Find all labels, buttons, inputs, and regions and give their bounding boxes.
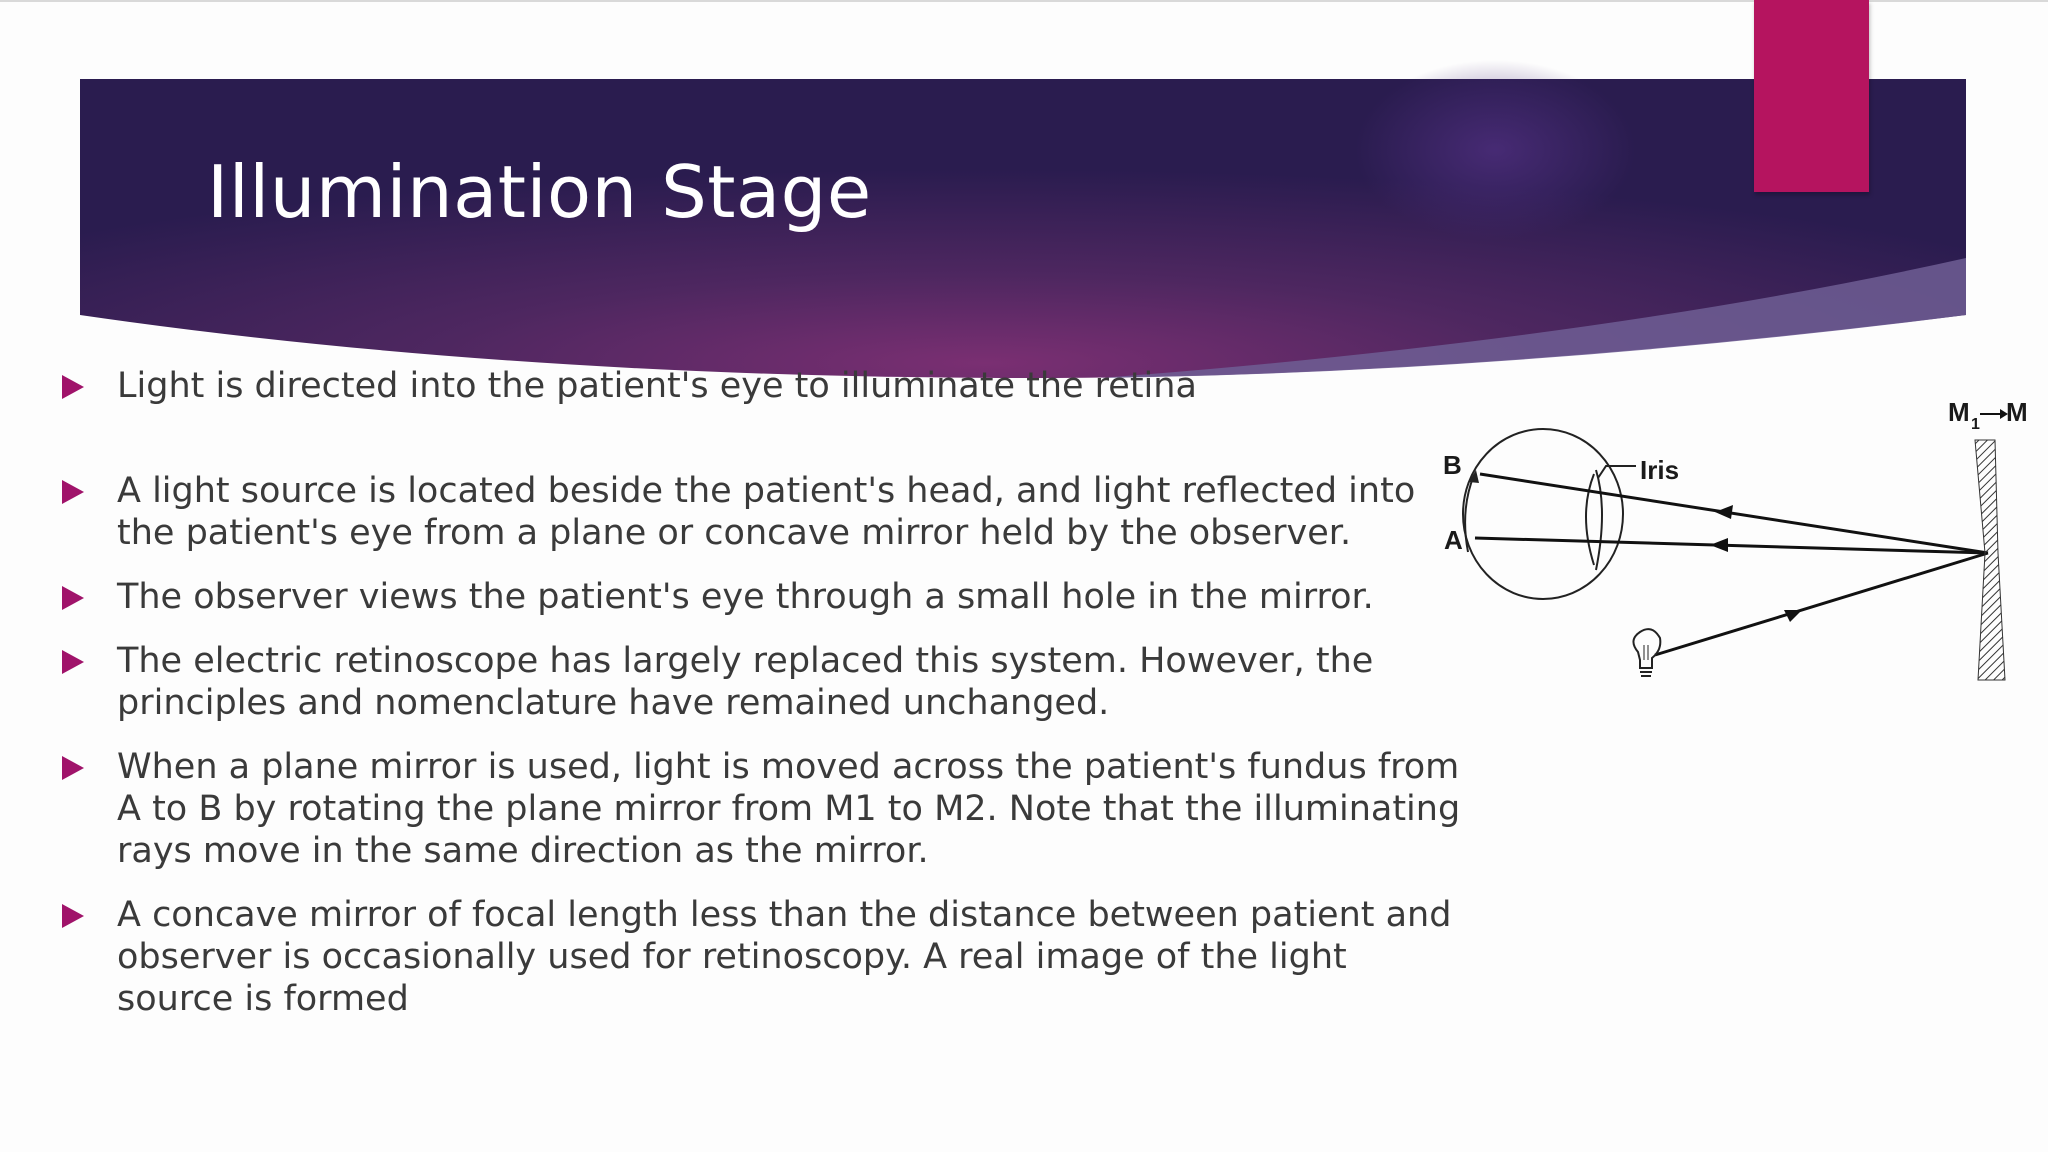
ray-b-arrowhead [1715,505,1733,519]
label-m2: M [2006,397,2028,427]
bullet-item [62,470,1472,554]
eye-iris [1596,470,1602,570]
bullet-item [62,365,1472,407]
bullet-text: A concave mirror of focal length less than the distance between patient and observer is occasionally used for retinoscopy. A real image of the light source is formed [117,895,1452,1019]
bullet-item [62,746,1472,872]
label-m1-m2 [1948,397,2028,433]
bullet-arrow-icon [62,480,84,504]
ray-from-source [1655,553,1988,655]
light-bulb-icon [1633,629,1660,676]
bullet-item [62,576,1472,618]
bullet-item [62,640,1472,724]
bullet-text: The electric retinoscope has largely replaced this system. However, the principles and nomenclature have remained unchanged. [117,641,1374,723]
bullet-text: A light source is located beside the patient's head, and light reflected into the patient's eye from a plane or concave mirror held by the observer. [117,471,1416,553]
slide-title: Illumination Stage [207,150,872,234]
ray-a-arrowhead [1710,538,1728,552]
bullet-text: The observer views the patient's eye through a small hole in the mirror. [117,577,1374,617]
bullet-list [62,365,1472,1042]
bullet-text: When a plane mirror is used, light is moved across the patient's fundus from A to B by rotating the plane mirror from M1 to M2. Note that the illuminating rays move in the same direction as the mirror. [117,747,1461,871]
label-iris: Iris [1640,455,1680,485]
bullet-arrow-icon [62,904,84,928]
bullet-item [62,894,1472,1020]
accent-tab [1754,0,1869,192]
label-m1: M [1948,397,1970,427]
mirror-hatched [1975,440,2005,680]
label-m1-sub: 1 [1971,416,1980,433]
bullet-arrow-icon [62,650,84,674]
bullet-arrow-icon [62,756,84,780]
label-b: B [1443,450,1462,480]
retinoscopy-diagram [1430,390,2028,710]
iris-pointer [1598,466,1636,478]
eye-lens [1586,474,1594,565]
bullet-arrow-icon [62,586,84,610]
bullet-text: Light is directed into the patient's eye to illuminate the retina [117,366,1197,406]
title-band-glow [1355,60,1635,240]
eye-globe [1463,429,1623,599]
label-a: A [1444,525,1463,555]
bullet-arrow-icon [62,375,84,399]
